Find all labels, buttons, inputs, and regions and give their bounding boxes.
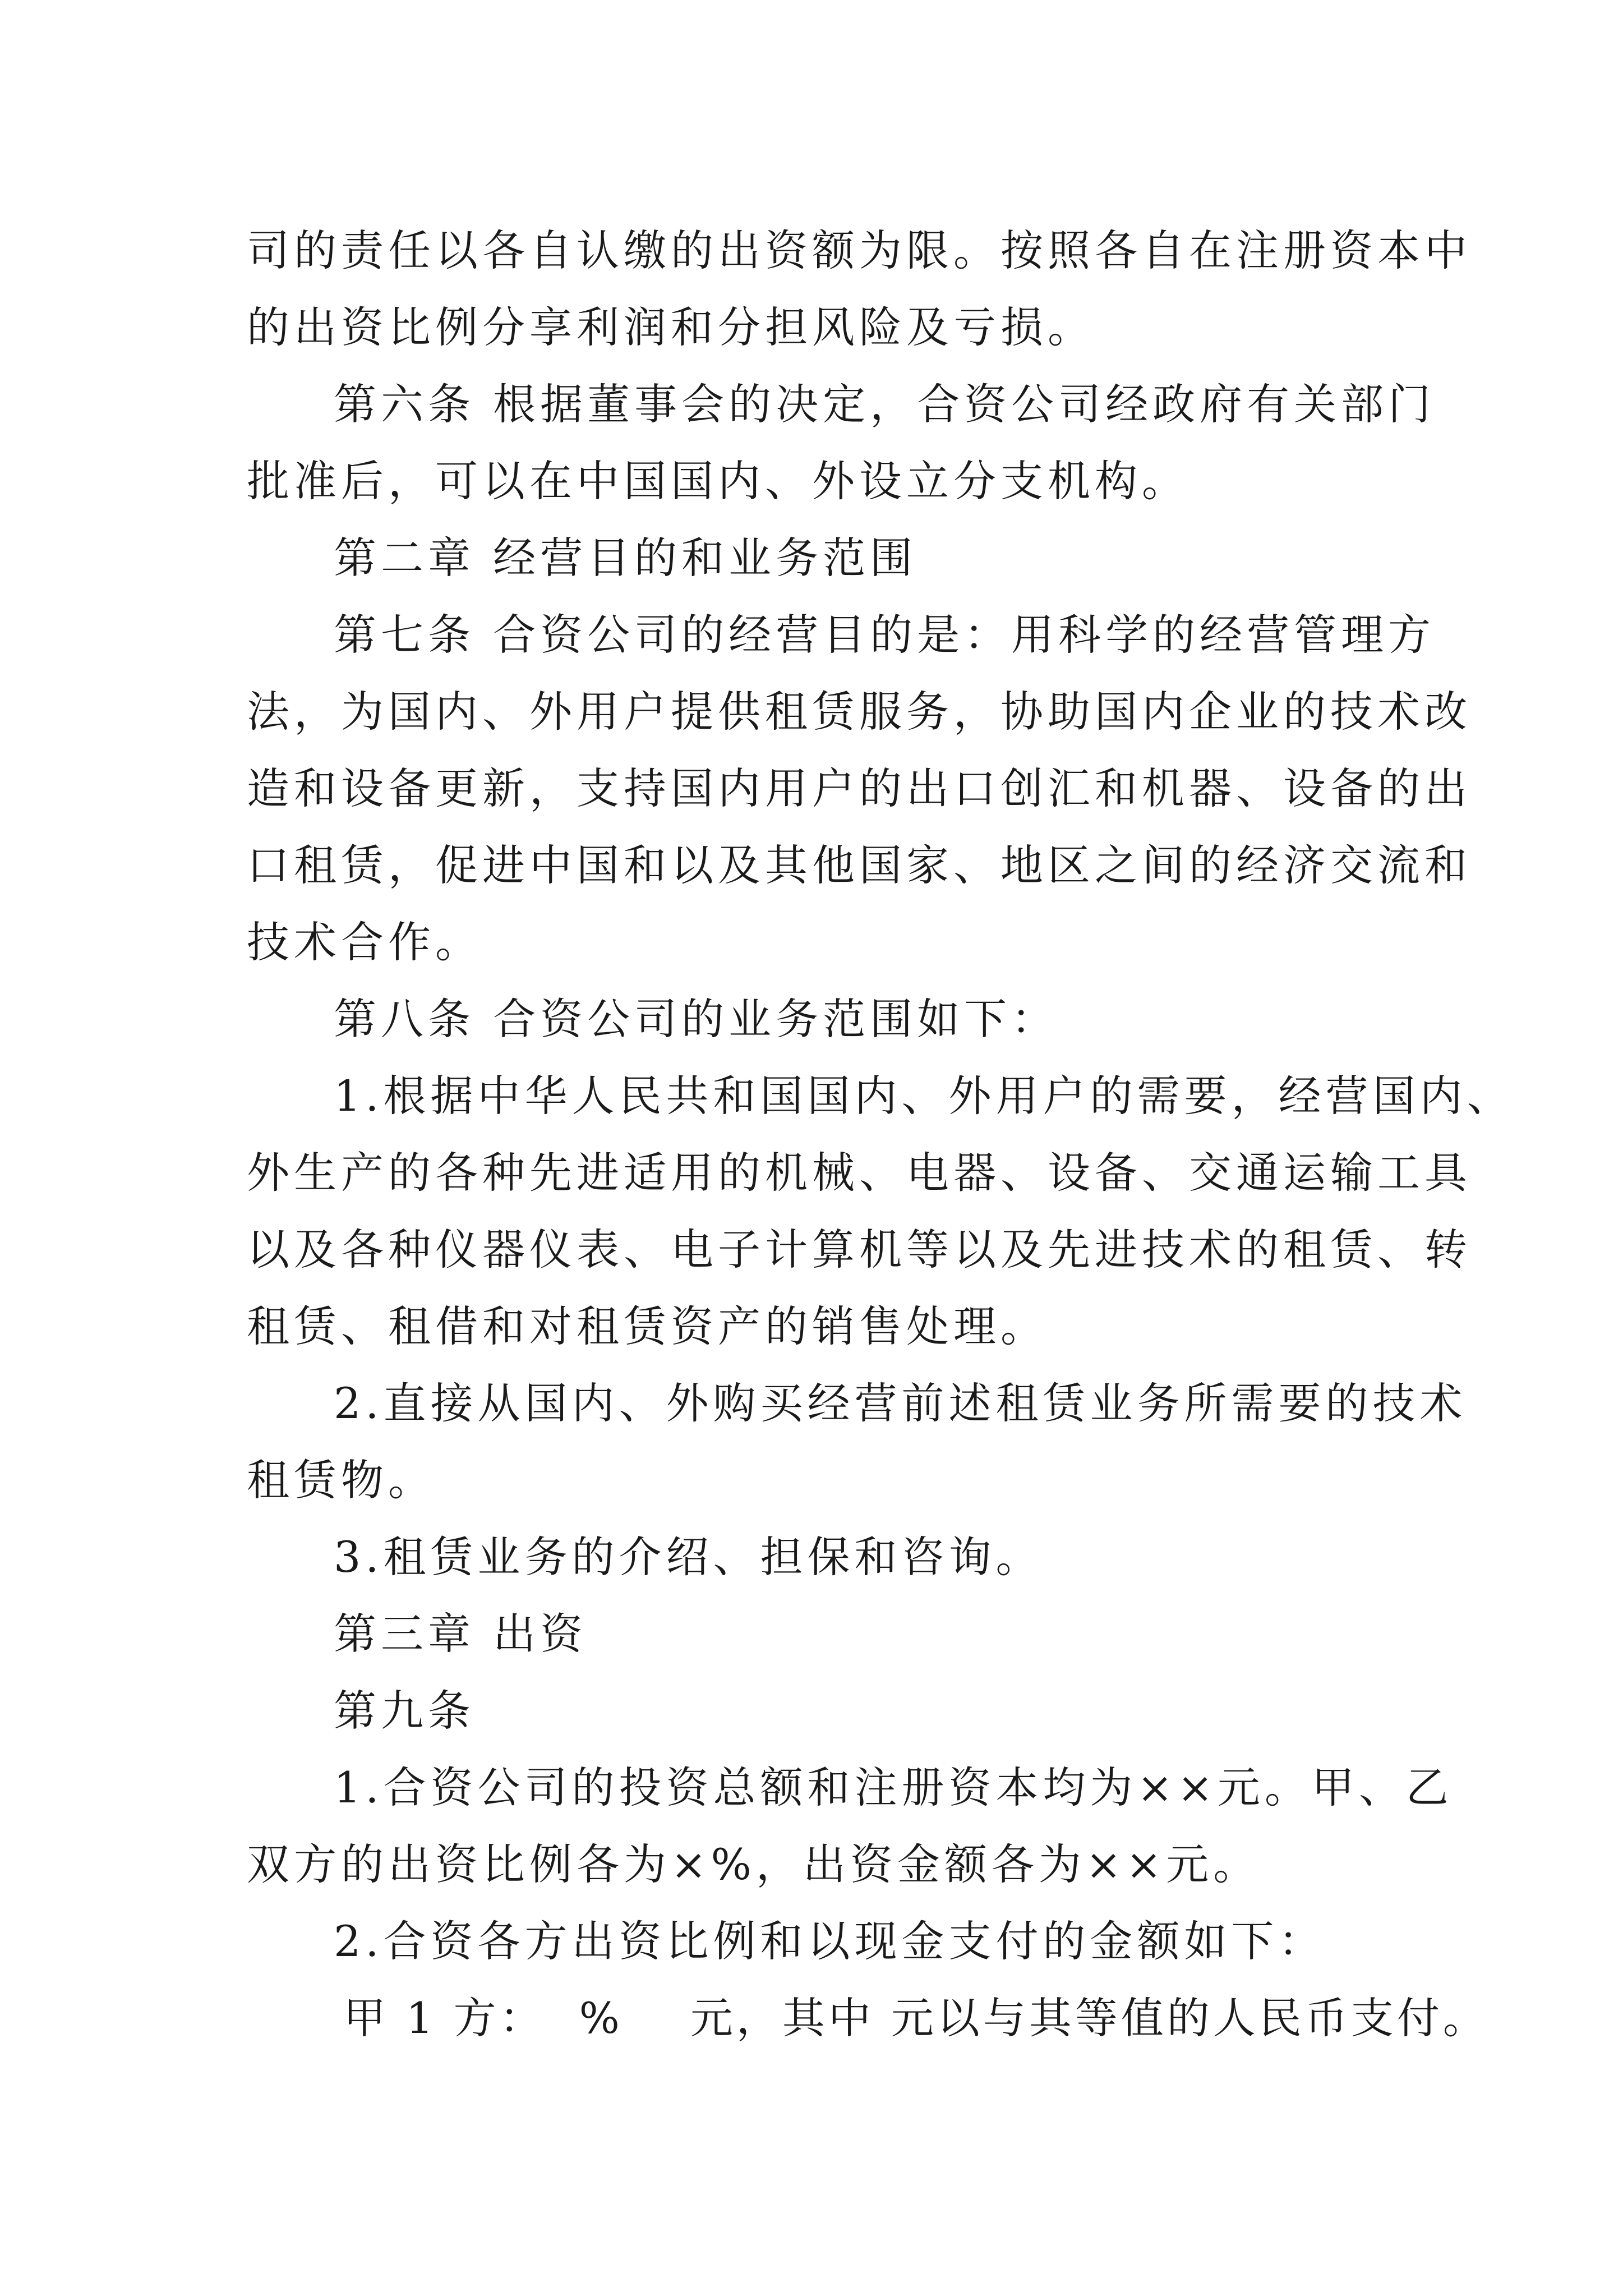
paragraph-line: 口租赁，促进中国和以及其他国家、地区之间的经济交流和 (247, 840, 1472, 890)
article-6-line: 第六条 根据董事会的决定，合资公司经政府有关部门 (334, 379, 1436, 429)
yuan-label: 元，其中 (690, 1993, 874, 2043)
percent-sign: % (579, 1993, 623, 2043)
paragraph-line: 租赁物。 (247, 1455, 435, 1505)
payment-rest: 元以与其等值的人民币支付。 (891, 1993, 1489, 2043)
paragraph-line: 批准后，可以在中国国内、外设立分支机构。 (247, 456, 1189, 506)
paragraph-line: 租赁、租借和对租赁资产的销售处理。 (247, 1301, 1048, 1351)
party-label: 甲 1 方： (343, 1993, 546, 2043)
article-9-heading: 第九条 (334, 1686, 475, 1736)
list-item-3-line: 3.租赁业务的介绍、担保和咨询。 (334, 1532, 1043, 1582)
paragraph-line: 法，为国内、外用户提供租赁服务，协助国内企业的技术改 (247, 687, 1472, 737)
article-8-line: 第八条 合资公司的业务范围如下： (334, 994, 1059, 1044)
paragraph-line: 外生产的各种先进适用的机械、电器、设备、交通运输工具 (247, 1148, 1472, 1198)
paragraph-line: 的出资比例分享利润和分担风险及亏损。 (247, 302, 1095, 352)
list-item-2-line: 2.直接从国内、外购买经营前述租赁业务所需要的技术 (334, 1378, 1467, 1428)
paragraph-line: 技术合作。 (247, 917, 482, 967)
capital-item-2-line: 2.合资各方出资比例和以现金支付的金额如下： (334, 1916, 1326, 1966)
document-body (247, 212, 1514, 2056)
list-item-1-line: 1.根据中华人民共和国国内、外用户的需要，经营国内、 (334, 1071, 1514, 1121)
paragraph-line: 造和设备更新，支持国内用户的出口创汇和机器、设备的出 (247, 763, 1472, 813)
capital-item-1-line: 1.合资公司的投资总额和注册资本均为××元。甲、乙 (334, 1763, 1453, 1812)
paragraph-line: 司的责任以各自认缴的出资额为限。按照各自在注册资本中 (247, 226, 1472, 275)
paragraph-line: 双方的出资比例各为×%，出资金额各为××元。 (247, 1839, 1261, 1889)
chapter-3-heading: 第三章 出资 (334, 1609, 588, 1659)
chapter-2-heading: 第二章 经营目的和业务范围 (334, 533, 917, 583)
article-7-line: 第七条 合资公司的经营目的是：用科学的经营管理方 (334, 610, 1436, 660)
paragraph-line: 以及各种仪器仪表、电子计算机等以及先进技术的租赁、转 (247, 1225, 1472, 1274)
payment-line (247, 1980, 1489, 2056)
